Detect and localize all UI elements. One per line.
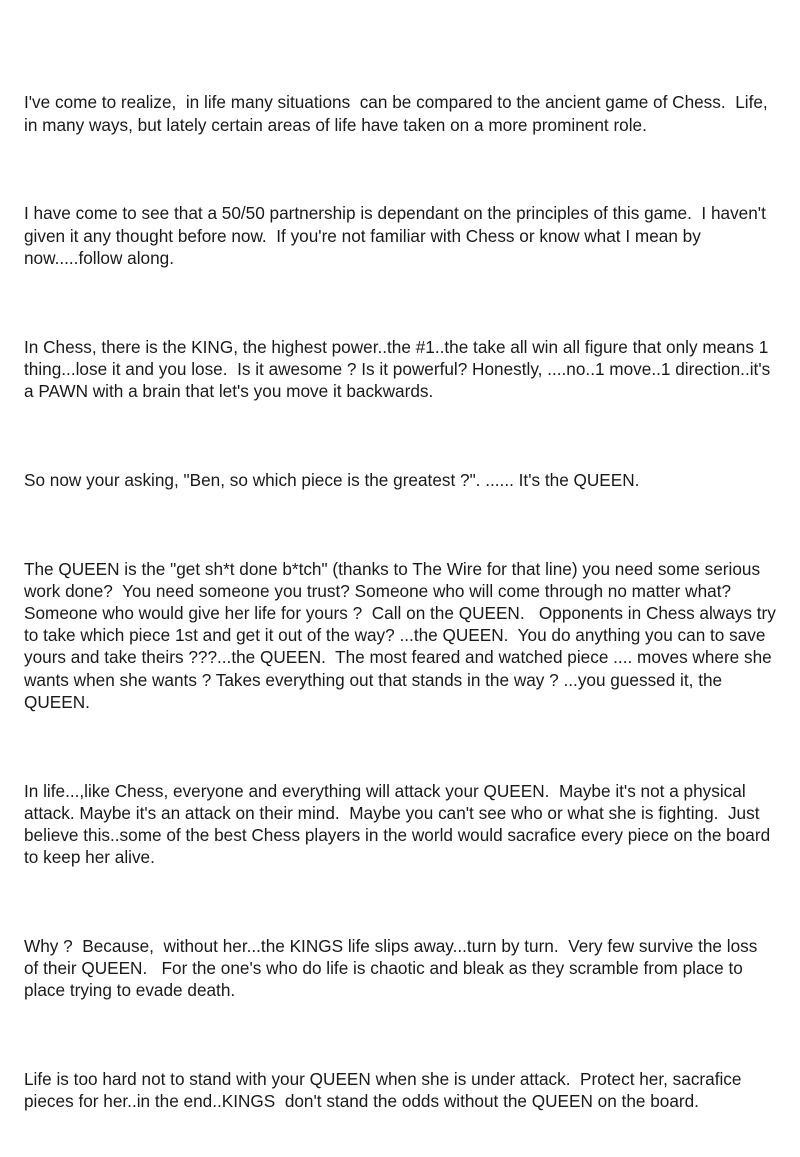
document-body <box>24 47 781 1157</box>
paragraph-5: The QUEEN is the "get sh*t done b*tch" (thanks to The Wire for that line) you need some serious work done? You need someone you trust? Someone who will come through no matter what? Someone who would give her life for yours ? Call on the QUEEN. Opponents in Chess always try to take which piece 1st and get it out of the way? ...the QUEEN. You do anything you can to save yours and take theirs ???...the QUEEN. The most feared and watched piece .... moves where she wants when she wants ? Takes everything out that stands in the way ? ...you guessed it, the QUEEN. <box>24 558 781 712</box>
paragraph-4: So now your asking, "Ben, so which piece is the greatest ?". ...... It's the QUEEN. <box>24 469 640 490</box>
paragraph-2: I have come to see that a 50/50 partnership is dependant on the principles of this game. I haven't given it any thought before now. If you're not familiar with Chess or know what I mean by now.....follow along. <box>24 203 771 268</box>
paragraph-6: In life...,like Chess, everyone and everything will attack your QUEEN. Maybe it's not a physical attack. Maybe it's an attack on their mind. Maybe you can't see who or what she is fighting. Just believe this..some of the best Chess players in the world would sacrafice every piece on the board to keep her alive. <box>24 780 775 868</box>
paragraph-7: Why ? Because, without her...the KINGS life slips away...turn by turn. Very few survive the loss of their QUEEN. For the one's who do life is chaotic and bleak as they scramble from place to place trying to evade death. <box>24 936 763 1001</box>
paragraph-8: Life is too hard not to stand with your QUEEN when she is under attack. Protect her, sacrafice pieces for her..in the end..KINGS don't stand the odds without the QUEEN on the board. <box>24 1069 747 1112</box>
paragraph-1: I've come to realize, in life many situations can be compared to the ancient game of Chess. Life, in many ways, but lately certain areas of life have taken on a more prominent role. <box>24 92 773 135</box>
paragraph-3: In Chess, there is the KING, the highest power..the #1..the take all win all figure that only means 1 thing...lose it and you lose. Is it awesome ? Is it powerful? Honestly, ....no..1 move..1 direction..it's a PAWN with a brain that let's you move it backwards. <box>24 336 780 402</box>
